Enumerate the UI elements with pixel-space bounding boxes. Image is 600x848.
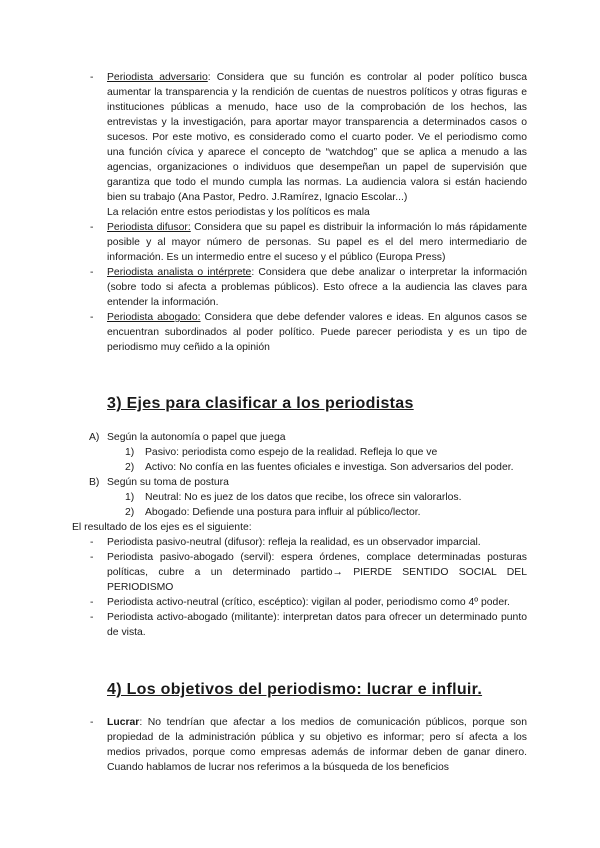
group-b: [89, 475, 527, 490]
result-item: [90, 550, 527, 595]
section-heading: 4) Los objetivos del periodismo: lucrar e influir.: [107, 681, 483, 698]
bullet: -: [90, 267, 94, 278]
list-item: [90, 220, 527, 265]
list-item: [90, 265, 528, 310]
sub-item: [125, 460, 527, 475]
term: Periodista abogado:: [107, 312, 201, 323]
term: Periodista difusor:: [107, 222, 191, 233]
group-marker: B): [89, 477, 100, 488]
bullet: -: [90, 597, 94, 608]
description: Considera que su función es controlar al poder político busca aumentar la transparencia y la rendición de cuentas de nuestros políticos y otras figuras e instituciones públicas a menudo, hace uso de la comprobación de los hechos, las entrevistas y la investigación, para aportar mayor transparencia a determinados casos o sucesos. Por este motivo, es considerado como el cuarto poder. Ve el periodismo como una función cívica y aparece el concepto de “watchdog” que se aplica a menudo a las agencias, organizaciones o individuos que desempeñan un papel de supervisión que garantiza que todo el mundo cumpla las normas. La audiencia valora si están haciendo bien su trabajo (Ana Pastor, Pedro. J.Ramírez, Ignacio Escolar...): [107, 72, 527, 203]
bullet: -: [90, 222, 94, 233]
sub-marker: 2): [125, 462, 135, 473]
bullet: -: [90, 552, 94, 563]
sub-item: [125, 490, 527, 505]
group-a: [89, 430, 527, 445]
term: Lucrar: [107, 717, 140, 728]
group-marker: A): [89, 432, 100, 443]
sub-text: Neutral: No es juez de los datos que recibe, los ofrece sin valorarlos.: [145, 492, 462, 503]
sub-text: Pasivo: periodista como espejo de la realidad. Refleja lo que ve: [145, 447, 438, 458]
result-intro: El resultado de los ejes es el siguiente:: [72, 522, 252, 533]
bullet: -: [90, 612, 94, 623]
sub-item: [125, 445, 527, 460]
list-item: [90, 715, 527, 775]
bullet: -: [90, 312, 94, 323]
sub-marker: 2): [125, 507, 135, 518]
term: Periodista analista o intérprete: [107, 267, 252, 278]
result-text: Periodista pasivo-neutral (difusor): refleja la realidad, es un observador imparcial.: [107, 537, 481, 548]
sub-item: [125, 505, 527, 520]
separator: :: [251, 267, 255, 278]
result-item: [90, 610, 527, 640]
description: : No tendrían que afectar a los medios de comunicación públicos, porque son propiedad de la administración pública y su objetivo es informar; pero sí afecta a los medios privados, porque como empresas además de informar deben de ganar dinero. Cuando hablamos de lucrar nos referimos a la búsqueda de los beneficios: [107, 717, 527, 773]
sub-marker: 1): [125, 447, 135, 458]
bullet: -: [90, 72, 94, 83]
description: Considera que debe defender valores e ideas. En algunos casos se encuentran subordinados al poder político. Puede parecer periodista y es un tipo de periodismo muy ceñido a la opinión: [107, 312, 527, 353]
bullet: -: [90, 537, 94, 548]
objectives-section: [0, 715, 600, 775]
axes-section: [0, 430, 600, 640]
sub-marker: 1): [125, 492, 135, 503]
result-item: [90, 535, 527, 550]
separator: :: [207, 72, 211, 83]
journalist-types-list: [0, 70, 600, 355]
result-text: Periodista activo-abogado (militante): interpretan datos para ofrecer un determinado punto de vista.: [107, 612, 527, 638]
group-label: Según la autonomía o papel que juega: [107, 432, 286, 443]
description: Considera que su papel es distribuir la información lo más rápidamente posible y al mayor número de personas. Su papel es el del mero intermediario de información. Es un intermedio entre el suceso y el público (Europa Press): [107, 222, 527, 263]
sub-text: Abogado: Defiende una postura para influir al público/lector.: [145, 507, 421, 518]
bullet: -: [90, 717, 94, 728]
group-label: Según su toma de postura: [107, 477, 229, 488]
result-text: Periodista activo-neutral (crítico, escéptico): vigilan al poder, periodismo como 4º poder.: [107, 597, 510, 608]
description: Considera que debe analizar o interpretar la información (sobre todo si afecta a problemas públicos). Esto ofrece a la audiencia las claves para entender la información.: [107, 267, 528, 308]
term: Periodista adversario: [107, 72, 208, 83]
result-item: [90, 595, 527, 610]
list-item: [90, 310, 527, 355]
section-heading: 3) Ejes para clasificar a los periodistas: [107, 395, 414, 412]
list-item: [90, 70, 527, 205]
sub-text: Activo: No confía en las fuentes oficiales e investiga. Son adversarios del poder.: [145, 462, 514, 473]
result-text: Periodista pasivo-abogado (servil): espera órdenes, complace determinadas posturas políticas, cubre a un determinado partido→ PIERDE SENTIDO SOCIAL DEL PERIODISMO: [107, 552, 527, 593]
note-text: La relación entre estos periodistas y los políticos es mala: [107, 207, 370, 218]
